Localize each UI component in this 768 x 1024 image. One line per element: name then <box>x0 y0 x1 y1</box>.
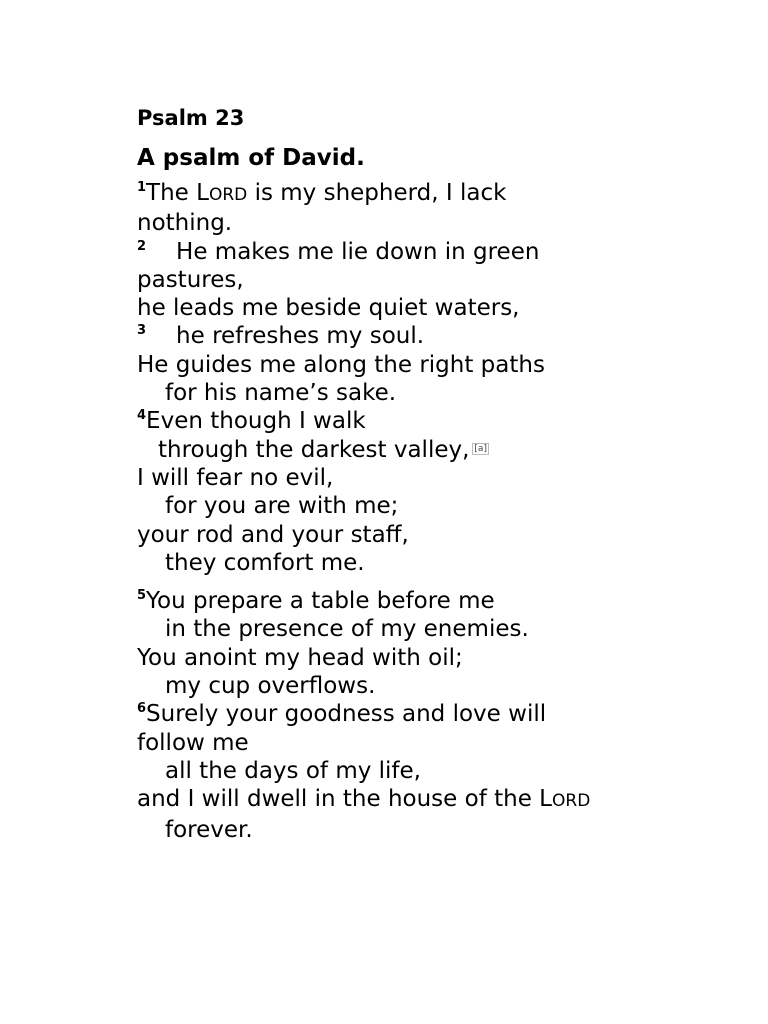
lord-cap: L <box>539 786 552 813</box>
verse-line <box>137 492 737 520</box>
verse-text: and I will dwell in the house of the <box>137 786 540 813</box>
verse-text: pastures, <box>137 266 244 293</box>
verse-line <box>137 407 737 435</box>
verse-line <box>137 615 737 643</box>
verse-line <box>137 700 737 728</box>
verse-line <box>137 587 737 615</box>
psalm-document <box>137 104 737 844</box>
stanza-2 <box>137 587 737 844</box>
verse-text: You anoint my head with oil; <box>137 644 463 671</box>
verse-text: He guides me along the right paths <box>137 351 545 378</box>
verse-line <box>137 785 737 815</box>
lord-cap: L <box>196 180 209 206</box>
psalm-title: Psalm 23 <box>137 106 245 130</box>
verse-text: I will fear no evil, <box>137 464 334 491</box>
verse-text: The <box>146 180 197 206</box>
verse-text: my cup overflows. <box>165 673 376 700</box>
verse-line <box>137 209 737 237</box>
lord-smallcaps <box>196 180 247 206</box>
verse-line <box>137 179 737 209</box>
lord-small: ORD <box>208 185 248 205</box>
verse-text: nothing. <box>137 210 233 237</box>
verse-number: 3 <box>137 323 147 339</box>
verse-number: 5 <box>137 588 147 604</box>
footnote-link[interactable]: [a] <box>474 443 487 454</box>
verse-text: forever. <box>165 816 253 843</box>
lord-small: ORD <box>552 791 591 812</box>
verse-text: is my shepherd, I lack <box>247 180 507 206</box>
verse-text: all the days of my life, <box>165 757 421 784</box>
verse-text: for his name’s sake. <box>165 380 397 407</box>
verse-text: he leads me beside quiet waters, <box>137 295 520 322</box>
verse-line <box>137 816 737 844</box>
verse-line <box>137 238 737 266</box>
verse-line <box>137 351 737 379</box>
verse-text: through the darkest valley, <box>158 436 470 463</box>
lord-smallcaps <box>539 786 590 812</box>
verse-text: Surely your goodness and love will <box>146 701 547 728</box>
psalm-subtitle: A psalm of David. <box>137 145 365 171</box>
verse-line <box>137 729 737 757</box>
verse-text: your rod and your staff, <box>137 521 409 548</box>
verse-line <box>137 757 737 785</box>
verse-line <box>137 521 737 549</box>
verse-line <box>137 322 737 350</box>
verse-text: He makes me lie down in green <box>176 238 540 265</box>
verse-line <box>137 644 737 672</box>
verse-line <box>137 294 737 322</box>
verse-line <box>137 464 737 492</box>
verse-number: 2 <box>137 238 147 254</box>
verse-number: 1 <box>137 180 147 195</box>
verse-number: 4 <box>137 408 147 424</box>
verse-line <box>137 672 737 700</box>
verse-text: You prepare a table before me <box>146 588 495 615</box>
verse-text: for you are with me; <box>165 493 399 520</box>
verse-line <box>137 379 737 407</box>
verse-line <box>137 549 737 577</box>
verse-text: in the presence of my enemies. <box>165 616 529 643</box>
verse-text: follow me <box>137 729 249 756</box>
verse-text: Even though I walk <box>146 408 366 435</box>
verse-line <box>137 266 737 294</box>
verse-number: 6 <box>137 701 147 717</box>
verse-text: he refreshes my soul. <box>176 323 425 350</box>
stanza-1 <box>137 179 737 577</box>
verse-line <box>137 436 737 464</box>
verse-text: they comfort me. <box>165 549 365 576</box>
